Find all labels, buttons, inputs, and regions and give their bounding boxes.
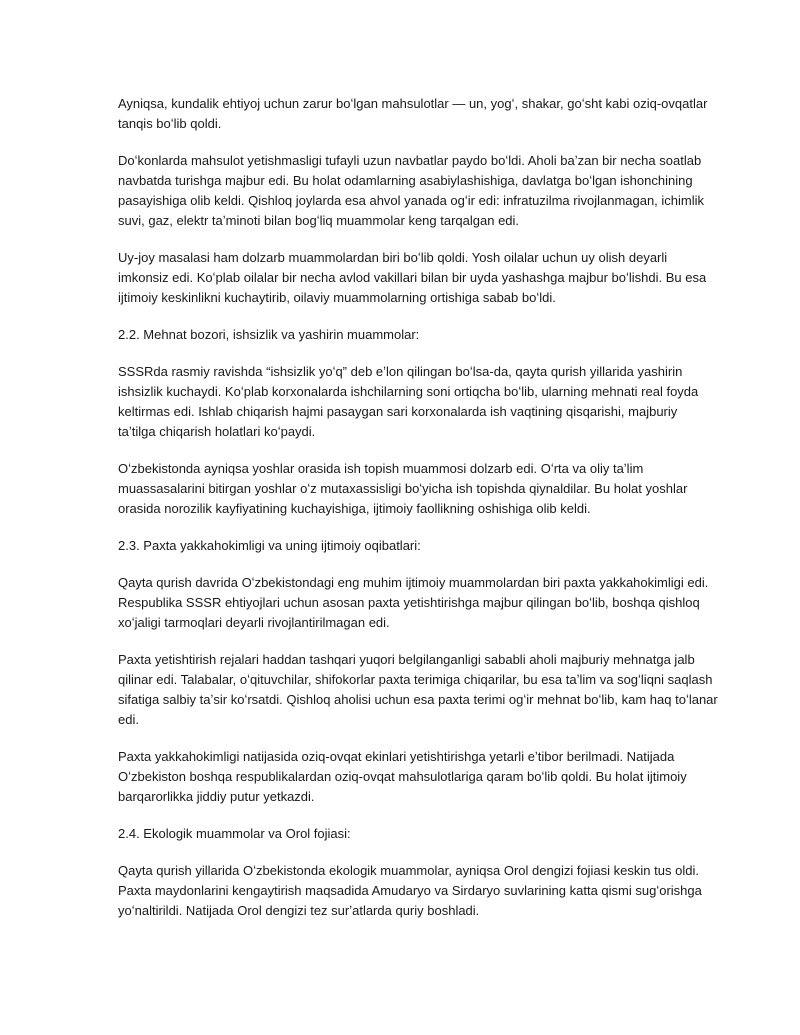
paragraph-forced-labor: Paxta yetishtirish rejalari haddan tashqari yuqori belgilanganligi sababli aholi majburiy mehnatga jalb qilinar edi. Talabalar, oʻqituvchilar, shifokorlar paxta terimiga chiqarilar, bu esa taʼlim va sogʻliqni saqlash sifatiga salbiy taʼsir koʻrsatdi. Qishloq aholisi uchun esa paxta terimi ogʻir mehnat boʻlib, kam haq toʻlanar edi.	[118, 652, 718, 727]
section-heading-2-4: 2.4. Ekologik muammolar va Orol fojiasi:	[118, 826, 351, 841]
paragraph-food-dependency: Paxta yakkahokimligi natijasida oziq-ovqat ekinlari yetishtirishga yetarli eʼtibor berilmadi. Natijada Oʻzbekiston boshqa respublikalardan oziq-ovqat mahsulotlariga qaram boʻlib qoldi. Bu holat ijtimoiy barqarorlikka jiddiy putur yetkazdi.	[118, 749, 687, 804]
paragraph-aral-sea: Qayta qurish yillarida Oʻzbekistonda ekologik muammolar, ayniqsa Orol dengizi fojiasi keskin tus oldi. Paxta maydonlarini kengaytirish maqsadida Amudaryo va Sirdaryo suvlarining katta qismi sugʻorishga yoʻnaltirildi. Natijada Orol dengizi tez surʼatlarda quriy boshladi.	[118, 863, 702, 918]
paragraph-queues: Doʻkonlarda mahsulot yetishmasligi tufayli uzun navbatlar paydo boʻldi. Aholi baʼzan bir necha soatlab navbatda turishga majbur edi. Bu holat odamlarning asabiylashishiga, davlatga boʻlgan ishonchining pasayishiga olib keldi. Qishloq joylarda esa ahvol yanada ogʻir edi: infratuzilma rivojlanmagan, ichimlik suvi, gaz, elektr taʼminoti bilan bogʻliq muammolar keng tarqalgan edi.	[118, 153, 705, 228]
paragraph-food-shortage: Ayniqsa, kundalik ehtiyoj uchun zarur boʻlgan mahsulotlar — un, yogʻ, shakar, goʻsht kabi oziq-ovqatlar tanqis boʻlib qoldi.	[118, 96, 708, 131]
document-page	[118, 94, 718, 938]
paragraph-cotton-monopoly: Qayta qurish davrida Oʻzbekistondagi eng muhim ijtimoiy muammolardan biri paxta yakkahokimligi edi. Respublika SSSR ehtiyojlari uchun asosan paxta yetishtirishga majbur qilingan boʻlib, boshqa qishloq xoʻjaligi tarmoqlari deyarli rivojlantirilmagan edi.	[118, 575, 709, 630]
paragraph-housing: Uy-joy masalasi ham dolzarb muammolardan biri boʻlib qoldi. Yosh oilalar uchun uy olish deyarli imkonsiz edi. Koʻplab oilalar bir necha avlod vakillari bilan bir uyda yashashga majbur boʻlishdi. Bu esa ijtimoiy keskinlikni kuchaytirib, oilaviy muammolarning ortishiga sabab boʻldi.	[118, 250, 707, 305]
section-heading-2-2: 2.2. Mehnat bozori, ishsizlik va yashirin muammolar:	[118, 327, 420, 342]
paragraph-youth-employment: Oʻzbekistonda ayniqsa yoshlar orasida ish topish muammosi dolzarb edi. Oʻrta va oliy taʼlim muassasalarini bitirgan yoshlar oʻz mutaxassisligi boʻyicha ish topishda qiynaldilar. Bu holat yoshlar orasida norozilik kayfiyatining kuchayishiga, ijtimoiy faollikning oshishiga olib keldi.	[118, 461, 688, 516]
paragraph-hidden-unemployment: SSSRda rasmiy ravishda “ishsizlik yoʻq” deb eʼlon qilingan boʻlsa-da, qayta qurish yillarida yashirin ishsizlik kuchaydi. Koʻplab korxonalarda ishchilarning soni ortiqcha boʻlib, ularning mehnati real foyda keltirmas edi. Ishlab chiqarish hajmi pasaygan sari korxonalarda ish vaqtining qisqarishi, majburiy taʼtilga chiqarish holatlari koʻpaydi.	[118, 364, 699, 439]
section-heading-2-3: 2.3. Paxta yakkahokimligi va uning ijtimoiy oqibatlari:	[118, 538, 421, 553]
